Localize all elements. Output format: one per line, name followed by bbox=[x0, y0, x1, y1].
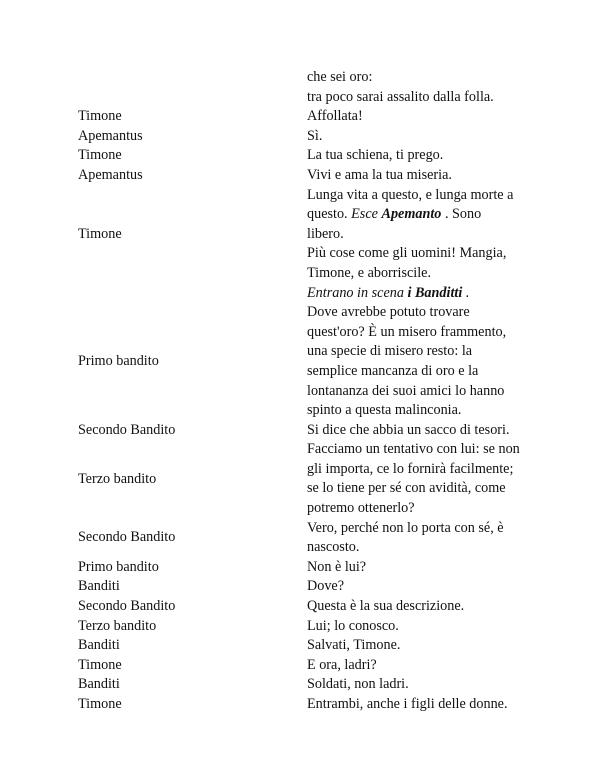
dialogue-line bbox=[307, 107, 532, 127]
line-text: Facciamo un tentativo con lui: se non bbox=[307, 441, 520, 458]
line-text: potremo ottenerlo? bbox=[307, 500, 415, 517]
line-text: Timone, e aborriscile. bbox=[307, 264, 431, 281]
line-text: che sei oro: bbox=[307, 69, 373, 85]
line-text: Soldati, non ladri. bbox=[307, 676, 409, 693]
dialogue-line bbox=[307, 656, 532, 676]
dialogue-line bbox=[307, 519, 532, 558]
stage-direction-character: Apemanto bbox=[381, 206, 442, 223]
line-text: Vivi e ama la tua miseria. bbox=[307, 166, 452, 183]
line-text: Lui; lo conosco. bbox=[307, 617, 399, 634]
line-text: Sì. bbox=[307, 127, 323, 144]
dialogue-row bbox=[72, 186, 532, 284]
line-text: nascosto. bbox=[307, 539, 360, 556]
line-text: Si dice che abbia un sacco di tesori. bbox=[307, 421, 510, 438]
dialogue-line bbox=[307, 303, 532, 421]
dialogue-row bbox=[72, 695, 532, 715]
dialogue-row bbox=[72, 421, 532, 441]
dialogue-line bbox=[307, 127, 532, 147]
dialogue-line bbox=[307, 597, 532, 617]
line-text: E ora, ladri? bbox=[307, 656, 377, 673]
speaker-name bbox=[72, 284, 307, 304]
line-text: lontananza dei suoi amici lo hanno bbox=[307, 382, 505, 399]
dialogue-line bbox=[307, 421, 532, 441]
speaker-name: Apemantus bbox=[78, 166, 143, 183]
dialogue-row bbox=[72, 127, 532, 147]
line-text: una specie di misero resto: la bbox=[307, 343, 473, 360]
speaker-name: Primo bandito bbox=[78, 558, 159, 575]
line-text: semplice mancanza di oro e la bbox=[307, 362, 479, 379]
speaker-name: Timone bbox=[78, 225, 122, 242]
line-text: Vero, perché non lo porta con sé, è bbox=[307, 519, 504, 536]
line-text: libero. bbox=[307, 225, 344, 242]
dialogue-row bbox=[72, 636, 532, 656]
dialogue-row bbox=[72, 577, 532, 597]
dialogue-line bbox=[307, 146, 532, 166]
dialogue-row bbox=[72, 440, 532, 518]
speaker-name: Banditi bbox=[78, 637, 120, 654]
dialogue-table bbox=[72, 68, 532, 715]
dialogue-row bbox=[72, 303, 532, 421]
dialogue-row bbox=[72, 617, 532, 637]
speaker-name: Timone bbox=[78, 696, 122, 712]
line-text: Lunga vita a questo, e lunga morte a bbox=[307, 186, 514, 203]
line-text: Dove? bbox=[307, 578, 345, 595]
line-text: questo. bbox=[307, 206, 352, 223]
line-text: La tua schiena, ti prego. bbox=[307, 147, 444, 164]
speaker-name: Secondo Bandito bbox=[78, 529, 176, 546]
dialogue-row bbox=[72, 284, 532, 304]
stage-direction: . bbox=[462, 284, 470, 301]
speaker-name: Secondo Bandito bbox=[78, 598, 176, 615]
dialogue-line bbox=[307, 617, 532, 637]
dialogue-row bbox=[72, 558, 532, 578]
line-text: tra poco sarai assalito dalla folla. bbox=[307, 88, 494, 105]
speaker-name: Banditi bbox=[78, 578, 120, 595]
line-text: Non è lui? bbox=[307, 558, 367, 575]
dialogue-line bbox=[307, 166, 532, 186]
speaker-name: Secondo Bandito bbox=[78, 421, 176, 438]
speaker-name: Timone bbox=[78, 108, 122, 125]
speaker-name: Timone bbox=[78, 656, 122, 673]
dialogue-line bbox=[307, 558, 532, 578]
dialogue-row bbox=[72, 519, 532, 558]
line-text: se lo tiene per sé con avidità, come bbox=[307, 480, 506, 497]
stage-direction: Entrano in scena bbox=[307, 284, 408, 301]
dialogue-row bbox=[72, 656, 532, 676]
dialogue-line bbox=[307, 440, 532, 518]
speaker-name bbox=[72, 68, 307, 107]
line-text: . Sono bbox=[441, 206, 482, 223]
stage-direction: Esce bbox=[351, 206, 382, 223]
dialogue-line bbox=[307, 577, 532, 597]
dialogue-line bbox=[307, 636, 532, 656]
line-text: Più cose come gli uomini! Mangia, bbox=[307, 245, 507, 262]
speaker-name: Terzo bandito bbox=[78, 617, 157, 634]
line-text: Dove avrebbe potuto trovare bbox=[307, 304, 470, 321]
dialogue-row bbox=[72, 68, 532, 107]
line-text: quest'oro? È un misero frammento, bbox=[307, 323, 507, 340]
dialogue-line bbox=[307, 675, 532, 695]
stage-direction-character: i Banditti bbox=[407, 284, 463, 301]
dialogue-line bbox=[307, 186, 532, 284]
speaker-name: Apemantus bbox=[78, 127, 143, 144]
speaker-name: Banditi bbox=[78, 676, 120, 693]
dialogue-row bbox=[72, 107, 532, 127]
dialogue-row bbox=[72, 166, 532, 186]
speaker-name: Primo bandito bbox=[78, 353, 159, 370]
line-text: Salvati, Timone. bbox=[307, 637, 401, 654]
dialogue-row bbox=[72, 675, 532, 695]
dialogue-row bbox=[72, 146, 532, 166]
speaker-name: Timone bbox=[78, 147, 122, 164]
line-text: Entrambi, anche i figli delle donne. bbox=[307, 696, 508, 712]
speaker-name: Terzo bandito bbox=[78, 470, 157, 487]
dialogue-line bbox=[307, 68, 532, 107]
line-text: Questa è la sua descrizione. bbox=[307, 598, 465, 615]
line-text: gli importa, ce lo fornirà facilmente; bbox=[307, 460, 514, 477]
dialogue-row bbox=[72, 597, 532, 617]
line-text: spinto a questa malinconia. bbox=[307, 402, 462, 419]
dialogue-line bbox=[307, 284, 532, 304]
line-text: Affollata! bbox=[307, 108, 363, 125]
dialogue-line bbox=[307, 695, 532, 715]
